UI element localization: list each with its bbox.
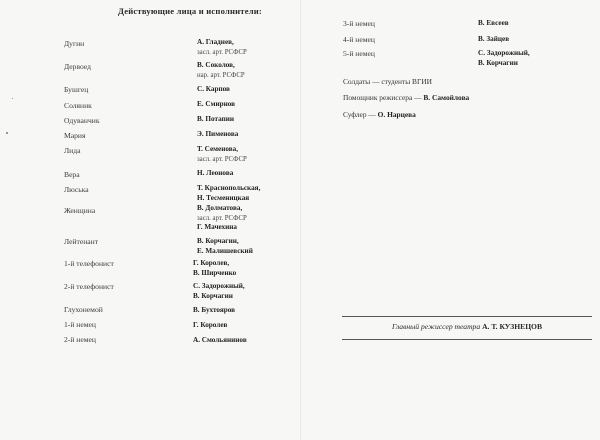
actor-text-alt: Г. Мачехина <box>197 223 238 231</box>
ink-speck <box>6 132 8 134</box>
actor-text-alt: В. Корчагин <box>193 291 233 300</box>
role-name: Одуванчик <box>64 116 100 125</box>
prompter-name: О. Нарцева <box>377 110 416 119</box>
actor-name <box>197 61 245 80</box>
actor-name: В. Евсеев <box>478 19 509 27</box>
cast-heading: Действующие лица и исполнители: <box>118 6 262 16</box>
soldiers-note: Солдаты — студенты ВГИИ <box>343 77 432 86</box>
role-name: Вера <box>64 170 80 179</box>
actor-text: Т. Семенова, <box>197 145 239 153</box>
actor-text: С. Задорожный, <box>193 282 245 290</box>
assistant-label: Помощник режиссера — <box>343 93 422 102</box>
actor-text-alt: Е. Малишевский <box>197 246 253 255</box>
actor-name <box>197 38 247 57</box>
actor-name <box>197 184 260 203</box>
page-fold <box>300 0 302 440</box>
actor-name: Э. Пименова <box>197 130 239 138</box>
director-banner <box>342 316 592 340</box>
actor-title: засл. арт. РСФСР <box>197 214 247 222</box>
actor-text: В. Корчагин, <box>197 237 239 245</box>
actor-text: В. Долматова, <box>197 204 243 212</box>
actor-title: засл. арт. РСФСР <box>197 155 247 163</box>
ink-speck <box>12 98 13 99</box>
role-name: 4-й немец <box>343 35 375 44</box>
role-name: Глухонемой <box>64 305 103 314</box>
role-name: Лейтенант <box>64 237 99 246</box>
role-name: Лида <box>64 146 81 155</box>
actor-name <box>197 204 247 233</box>
actor-name: А. Смольянинов <box>193 336 247 344</box>
actor-name: В. Бухтояров <box>193 306 236 314</box>
assistant-name: В. Самойлова <box>423 93 470 102</box>
assistant-director-line <box>343 93 469 102</box>
director-line <box>342 322 592 331</box>
actor-name: В. Зайцев <box>478 35 510 43</box>
role-name: 1-й телефонист <box>64 259 114 268</box>
role-name: Люська <box>64 185 89 194</box>
actor-text: С. Задорожный, <box>478 49 530 57</box>
role-name: 1-й немец <box>64 320 96 329</box>
role-name: 3-й немец <box>343 19 375 28</box>
role-name: 2-й телефонист <box>64 282 114 291</box>
actor-name: В. Потапин <box>197 115 235 123</box>
actor-name: С. Карпов <box>197 85 230 93</box>
actor-name <box>197 145 247 164</box>
director-label: Главный режиссер театра <box>391 322 481 331</box>
actor-text-alt: В. Корчагин <box>478 58 518 67</box>
actor-name: Е. Смирнов <box>197 100 236 108</box>
actor-name <box>193 259 236 278</box>
actor-title: нар. арт. РСФСР <box>197 71 245 79</box>
actor-name: Г. Королев <box>193 321 228 329</box>
role-name: Соляник <box>64 101 92 110</box>
actor-name: Н. Леонова <box>197 169 234 177</box>
role-name: 2-й немец <box>64 335 96 344</box>
role-name: Мария <box>64 131 86 140</box>
actor-text: А. Гладнев, <box>197 38 234 46</box>
actor-name <box>193 282 245 301</box>
role-name: Бушгец <box>64 85 89 94</box>
role-name: Женщина <box>64 206 96 215</box>
prompter-line <box>343 110 416 119</box>
prompter-label: Суфлер — <box>343 110 376 119</box>
actor-text-alt: В. Ширченко <box>193 268 237 277</box>
director-name: А. Т. КУЗНЕЦОВ <box>482 322 543 331</box>
actor-text: Г. Королев, <box>193 259 230 267</box>
actor-text: Т. Краснопольская, <box>197 184 261 192</box>
role-name: Дервоед <box>64 62 91 71</box>
role-name: 5-й немец <box>343 49 375 58</box>
actor-text-alt: Н. Тесменицкая <box>197 193 250 202</box>
actor-text: В. Соколов, <box>197 61 235 69</box>
actor-name <box>478 49 530 68</box>
actor-title: засл. арт. РСФСР <box>197 48 247 56</box>
role-name: Дугин <box>64 39 85 48</box>
actor-name <box>197 237 253 256</box>
